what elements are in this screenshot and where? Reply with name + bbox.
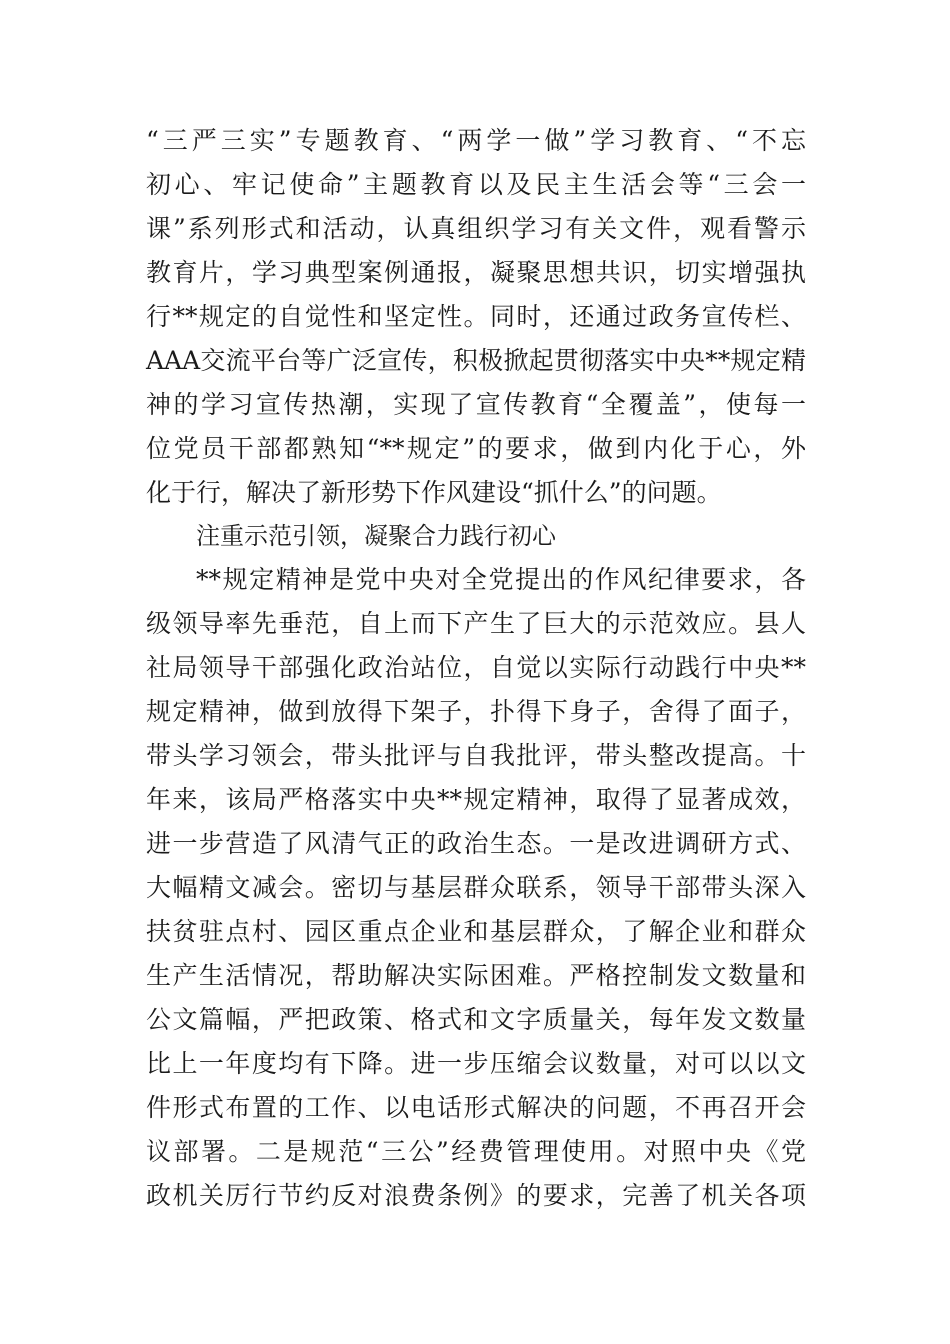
- paragraph-2-line-8: 大幅精文减会。密切与基层群众联系，领导干部带头深入: [146, 873, 806, 902]
- paragraph-2-line-1: **规定精神是党中央对全党提出的作风纪律要求，各: [196, 565, 806, 594]
- paragraph-1-line-5: 行**规定的自觉性和坚定性。同时，还通过政务宣传栏、: [146, 302, 806, 331]
- paragraph-1-line-3: 课”系列形式和活动，认真组织学习有关文件，观看警示: [146, 214, 806, 243]
- paragraph-2-line-11: 公文篇幅，严把政策、格式和文字质量关，每年发文数量: [146, 1005, 806, 1034]
- paragraph-1-line-1: “三严三实”专题教育、“两学一做”学习教育、“不忘: [146, 126, 806, 155]
- paragraph-1-line-8: 位党员干部都熟知“**规定”的要求，做到内化于心，外: [146, 434, 806, 463]
- paragraph-2-line-14: 议部署。二是规范“三公”经费管理使用。对照中央《党: [146, 1137, 806, 1166]
- paragraph-2-line-7: 进一步营造了风清气正的政治生态。一是改进调研方式、: [146, 829, 806, 858]
- paragraph-1-line-4: 教育片，学习典型案例通报，凝聚思想共识，切实增强执: [146, 258, 806, 287]
- paragraph-1-line-6: AAA交流平台等广泛宣传，积极掀起贯彻落实中央**规定精: [146, 346, 806, 375]
- paragraph-1-line-9: 化于行，解决了新形势下作风建设“抓什么”的问题。: [146, 478, 722, 507]
- paragraph-2-line-13: 件形式布置的工作、以电话形式解决的问题，不再召开会: [146, 1093, 806, 1122]
- paragraph-2-line-9: 扶贫驻点村、园区重点企业和基层群众，了解企业和群众: [146, 917, 806, 946]
- section-heading: 注重示范引领，凝聚合力践行初心: [196, 522, 556, 550]
- paragraph-2-line-10: 生产生活情况，帮助解决实际困难。严格控制发文数量和: [146, 961, 806, 990]
- paragraph-2-line-15: 政机关厉行节约反对浪费条例》的要求，完善了机关各项: [146, 1181, 806, 1210]
- paragraph-2-line-4: 规定精神，做到放得下架子，扑得下身子，舍得了面子，: [146, 697, 806, 726]
- paragraph-1-line-7: 神的学习宣传热潮，实现了宣传教育“全覆盖”，使每一: [146, 390, 806, 419]
- paragraph-1-line-2: 初心、牢记使命”主题教育以及民主生活会等“三会一: [146, 170, 806, 199]
- paragraph-2-line-6: 年来，该局严格落实中央**规定精神，取得了显著成效，: [146, 785, 806, 814]
- paragraph-2-line-12: 比上一年度均有下降。进一步压缩会议数量，对可以以文: [146, 1049, 806, 1078]
- paragraph-2-line-2: 级领导率先垂范，自上而下产生了巨大的示范效应。县人: [146, 609, 806, 638]
- paragraph-2-line-3: 社局领导干部强化政治站位，自觉以实际行动践行中央**: [146, 653, 806, 682]
- paragraph-2-line-5: 带头学习领会，带头批评与自我批评，带头整改提高。十: [146, 741, 806, 770]
